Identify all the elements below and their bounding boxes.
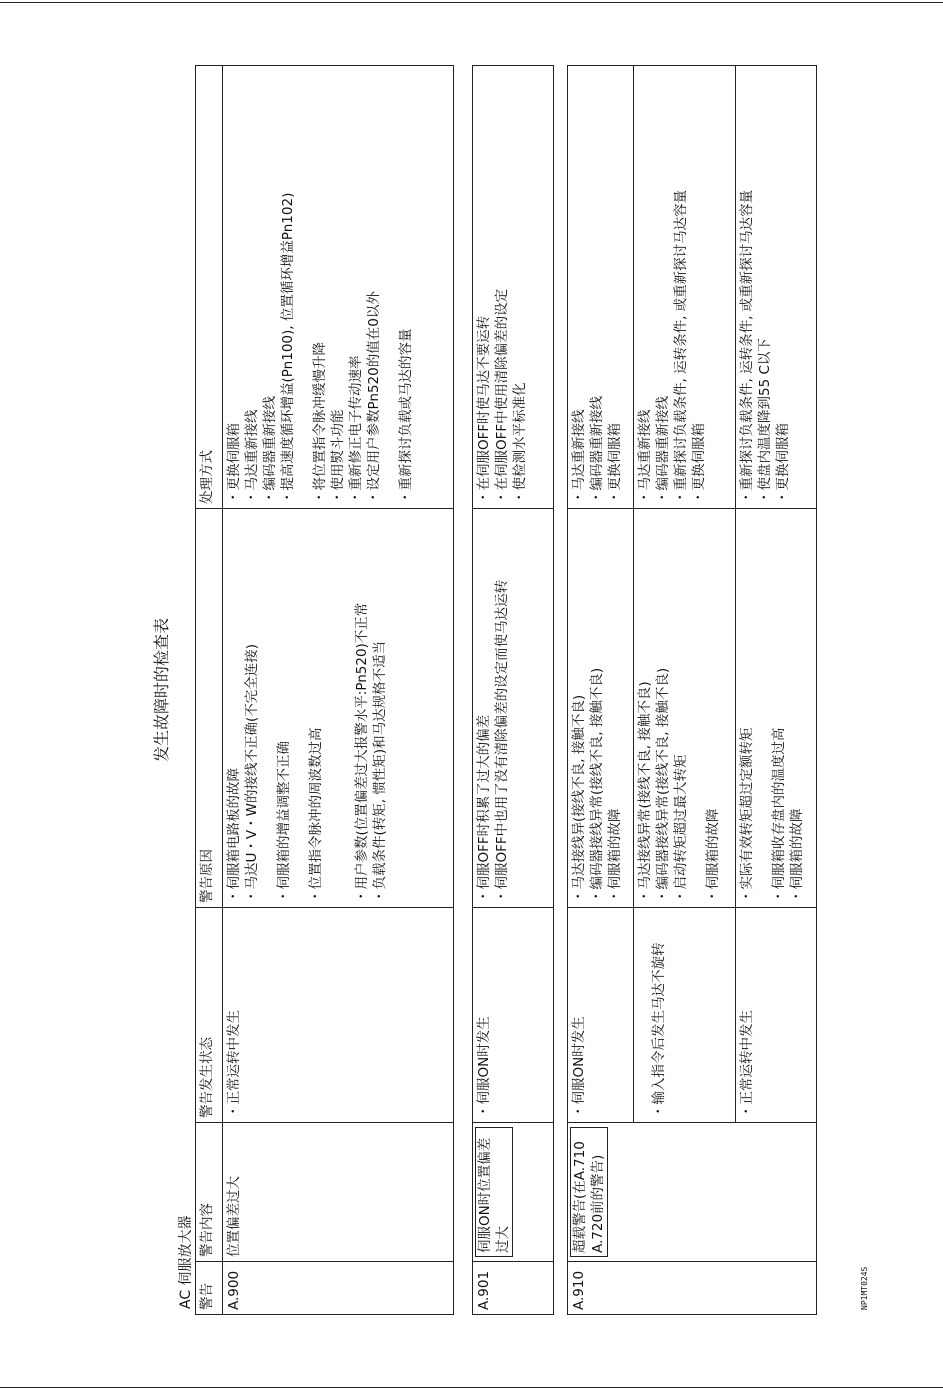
cause-list — [568, 509, 633, 908]
list-item: ・ 伺服OFF中也用了没有清除偏差的设定而使马达运转 — [493, 513, 511, 903]
list-item: ・ 在伺服OFF时使马达不要运转 — [475, 70, 493, 504]
list-item: ・ 伺服箱收存盘内的温度过高 — [770, 513, 788, 903]
alarm-code: A.900 — [226, 1270, 243, 1310]
bottom-rule — [0, 1387, 943, 1388]
list-item: ・ 使检测水平标准化 — [511, 70, 529, 504]
list-item: ・ 马达接线异(接线不良, 接触不良) — [570, 513, 588, 903]
list-spacer — [339, 513, 353, 903]
list-item: ・ 更换伺服箱 — [690, 70, 708, 504]
list-item: ・ 提高速度循环增益(Pn100), 位置循环增益Pn102) — [279, 70, 297, 504]
list-item: ・ 负载条件(转矩, 惯性矩)和马达规格不适当 — [371, 513, 389, 903]
state-item: ・ 正常运转中发生 — [225, 912, 243, 1118]
list-item: ・ 伺服箱的增益调整不正确 — [275, 513, 293, 903]
header-action: 处理方式 — [196, 66, 223, 509]
list-item: ・ 编码器重新接线 — [261, 70, 279, 504]
list-item: ・ 编码器接线异常(接线不良, 接触不良) — [588, 513, 606, 903]
list-spacer — [261, 513, 275, 903]
list-item: ・ 实际有效转矩超过定额转矩 — [738, 513, 756, 903]
state-item: ・ 伺服ON时发生 — [475, 912, 493, 1118]
list-item: ・ 伺服箱的故障 — [788, 513, 806, 903]
list-spacer — [756, 513, 770, 903]
alarm-content — [568, 1123, 816, 1262]
table-row — [568, 66, 633, 1314]
action-list — [473, 66, 553, 509]
header-content: 警告内容 — [196, 1123, 223, 1262]
alarm-group-a901 — [472, 65, 554, 1315]
top-rule — [0, 2, 943, 3]
amplifier-label: AC 伺服放大器 — [178, 1215, 194, 1309]
header-cause: 警告原因 — [196, 509, 223, 908]
list-item: ・ 更换伺服箱 — [606, 70, 624, 504]
action-list — [735, 66, 816, 509]
state-item: ・ 伺服ON时发生 — [570, 912, 588, 1118]
list-item: ・ 位置指令脉冲的周波数过高 — [307, 513, 325, 903]
list-item: ・ 重新探讨负载或马达的容量 — [397, 70, 415, 504]
action-list — [568, 66, 633, 509]
list-item: ・ 编码器重新接线 — [588, 70, 606, 504]
alarm-content — [473, 1123, 553, 1262]
action-list — [223, 66, 453, 509]
alarm-table-a901 — [473, 66, 553, 1314]
list-item: ・ 重新修正电子传动速率 — [347, 70, 365, 504]
page-title: 发生故障时的检查表 — [152, 618, 171, 763]
list-spacer — [383, 70, 397, 504]
list-item: ・ 设定用户参数Pn520的值在0以外 — [365, 70, 383, 504]
list-item: ・ 使盘内温度降到55 C以下 — [756, 70, 774, 504]
list-spacer — [297, 70, 311, 504]
list-item: ・ 编码器重新接线 — [654, 70, 672, 504]
alarm-state — [568, 908, 633, 1123]
list-item: ・ 启动转矩超过最大转矩 — [672, 513, 690, 903]
alarm-state — [633, 908, 735, 1123]
table-row — [223, 66, 453, 1314]
list-spacer — [325, 513, 339, 903]
alarm-code: A.901 — [476, 1270, 492, 1310]
alarm-code: A.910 — [571, 1270, 587, 1310]
list-item: ・ 马达重新接线 — [243, 70, 261, 504]
action-list — [633, 66, 735, 509]
list-item: ・ 更换伺服箱 — [774, 70, 792, 504]
list-item: ・ 将位置指令脉冲缓慢升降 — [311, 70, 329, 504]
content-box: 伺服ON时位置偏差过大 — [475, 1127, 513, 1257]
list-item: ・ 伺服箱的故障 — [704, 513, 722, 903]
list-item: ・ 编码器接线异常(接线不良, 接触不良) — [654, 513, 672, 903]
cause-list — [473, 509, 553, 908]
alarm-content: 位置偏差过大 — [223, 1123, 453, 1262]
alarm-table-a910 — [568, 66, 816, 1314]
document-code: NP1MT024S — [860, 1266, 869, 1310]
alarm-table-a900 — [196, 66, 453, 1314]
header-alarm: 警告 — [196, 1262, 223, 1315]
list-item: ・ 伺服箱电路板的故障 — [225, 513, 243, 903]
content-box: 超载警告(在A.710 A.720前的警告) — [570, 1127, 608, 1257]
cause-list — [633, 509, 735, 908]
alarm-state — [223, 908, 453, 1123]
alarm-state — [473, 908, 553, 1123]
list-item: ・ 伺服OFF时积累了过大的偏差 — [475, 513, 493, 903]
cause-list — [223, 509, 453, 908]
header-row — [196, 66, 223, 1314]
list-item: ・ 马达U・V・W的接线不正确(不完全连接) — [243, 513, 261, 903]
table-row — [473, 66, 553, 1314]
rotated-sheet — [135, 65, 905, 1315]
list-item: ・ 用户参数(位置偏差过大报警水平:Pn520)不正常 — [353, 513, 371, 903]
list-item: ・ 使用熨斗功能 — [329, 70, 347, 504]
list-item: ・ 马达重新接线 — [636, 70, 654, 504]
list-item: ・ 重新探讨负载条件, 运转条件, 或重新探讨马达容量 — [738, 70, 756, 504]
cause-list — [735, 509, 816, 908]
state-item: ・ 正常运转中发生 — [738, 912, 756, 1118]
list-spacer — [690, 513, 704, 903]
alarm-group-a900 — [195, 65, 454, 1315]
list-spacer — [293, 513, 307, 903]
header-state: 警告发生状态 — [196, 908, 223, 1123]
list-item: ・ 马达重新接线 — [570, 70, 588, 504]
list-item: ・ 马达接线异常(接线不良, 接触不良) — [636, 513, 654, 903]
alarm-group-a910 — [567, 65, 817, 1315]
list-item: ・ 重新探讨负载条件, 运转条件, 或重新探讨马达容量 — [672, 70, 690, 504]
list-item: ・ 伺服箱的故障 — [606, 513, 624, 903]
state-item: ・ 输入指令后发生马达不旋转 — [650, 912, 668, 1118]
alarm-state — [735, 908, 816, 1123]
list-item: ・ 在伺服OFF中使用清除偏差的设定 — [493, 70, 511, 504]
list-item: ・ 更换伺服箱 — [225, 70, 243, 504]
